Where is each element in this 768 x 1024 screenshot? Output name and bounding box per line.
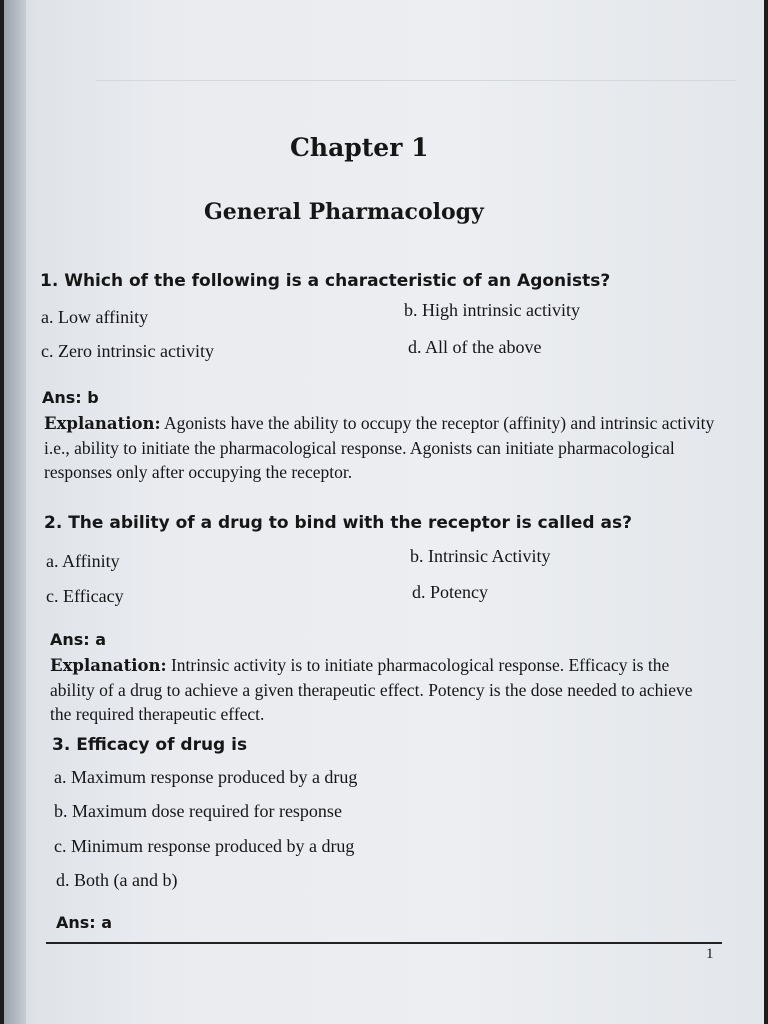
question-3: 3. Efficacy of drug is: [52, 735, 248, 755]
q3-option-c: c. Minimum response produced by a drug: [54, 836, 355, 856]
chapter-title: Chapter 1: [290, 133, 429, 162]
subject-title: General Pharmacology: [204, 199, 484, 225]
bleed-through-rule: [96, 80, 736, 81]
q2-explanation: [50, 653, 718, 726]
q2-option-a: a. Affinity: [46, 551, 120, 571]
q2-answer: Ans: a: [50, 630, 107, 649]
q3-answer: Ans: a: [56, 913, 113, 932]
q1-option-c: c. Zero intrinsic activity: [41, 341, 214, 361]
question-1: 1. Which of the following is a characteristic of an Agonists?: [40, 271, 611, 291]
q1-option-b: b. High intrinsic activity: [404, 300, 580, 320]
book-page: [4, 0, 764, 1024]
footer-rule: [46, 942, 722, 944]
q2-option-d: d. Potency: [412, 582, 488, 602]
q1-option-a: a. Low affinity: [41, 307, 149, 327]
q2-option-c: c. Efficacy: [46, 586, 124, 606]
q1-explanation-label: Explanation:: [44, 414, 161, 433]
question-2: 2. The ability of a drug to bind with the receptor is called as?: [44, 513, 632, 533]
q3-option-b: b. Maximum dose required for response: [54, 801, 342, 821]
q3-option-d: d. Both (a and b): [56, 870, 178, 890]
q1-answer: Ans: b: [42, 388, 99, 407]
q1-explanation-text: Agonists have the ability to occupy the receptor (affinity) and intrinsic activity i.e., ability to initiate the pharmacological response. Agonists can initiate pharmacological responses only after occupying the receptor.: [44, 413, 715, 482]
book-spine-shadow: [4, 0, 26, 1024]
q1-option-d: d. All of the above: [408, 337, 542, 357]
q2-option-b: b. Intrinsic Activity: [410, 546, 551, 566]
page-number: 1: [706, 946, 714, 962]
q3-option-a: a. Maximum response produced by a drug: [54, 767, 358, 787]
q1-explanation: [44, 411, 716, 484]
q2-explanation-label: Explanation:: [50, 656, 167, 675]
q2-explanation-text: Intrinsic activity is to initiate pharmacological response. Efficacy is the ability of a drug to achieve a given therapeutic effect. Potency is the dose needed to achieve the required therapeutic effect.: [50, 655, 693, 724]
